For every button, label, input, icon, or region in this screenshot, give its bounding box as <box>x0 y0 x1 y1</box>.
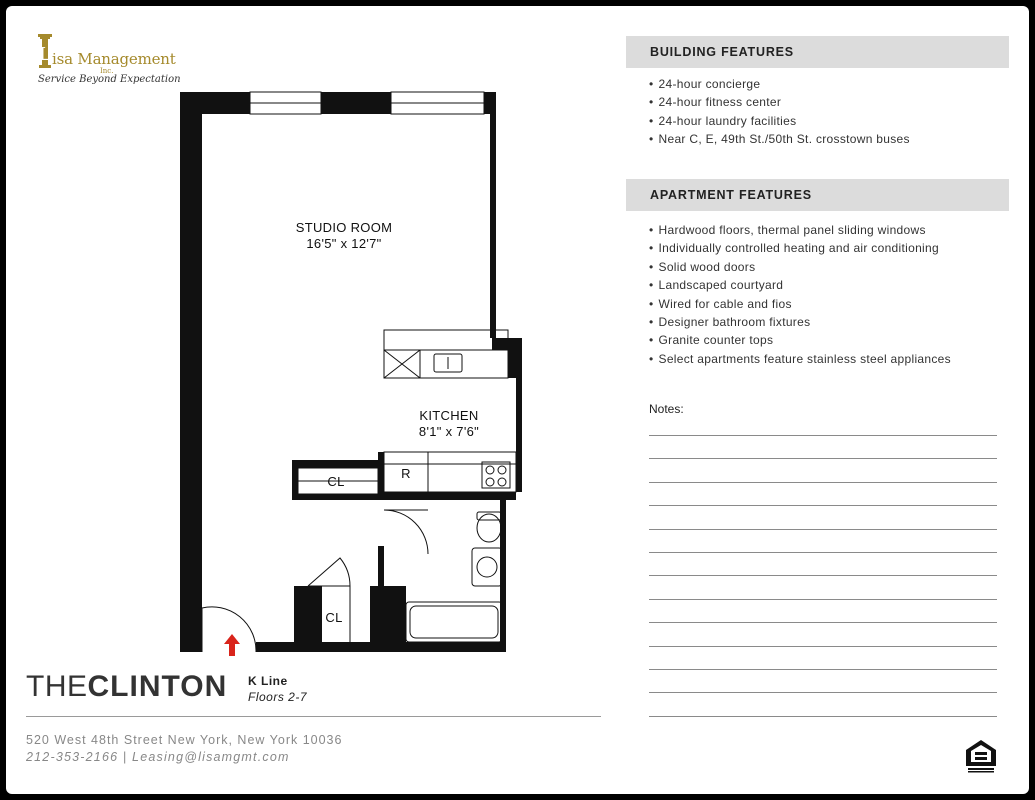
list-item: • Granite counter tops <box>649 331 951 349</box>
exterior-walls <box>180 92 522 652</box>
note-line <box>649 669 997 670</box>
company-tagline: Service Beyond Expectation <box>38 74 181 85</box>
closet-1-label: CL <box>327 474 345 489</box>
company-inc: Inc. <box>100 67 114 75</box>
building-features-list <box>649 75 910 149</box>
kitchen-counter <box>384 330 508 378</box>
list-item: • 24-hour laundry facilities <box>649 112 910 130</box>
note-line <box>649 646 997 647</box>
list-item: • Near C, E, 49th St./50th St. crosstown buses <box>649 130 910 148</box>
closet-2-label: CL <box>325 610 343 625</box>
list-item: • Individually controlled heating and air conditioning <box>649 239 951 257</box>
building-features-header: BUILDING FEATURES <box>626 36 1009 68</box>
floor-plan-drawing <box>166 86 546 676</box>
note-line <box>649 529 997 530</box>
company-name: isa Management <box>52 50 176 68</box>
entry-arrow-icon <box>224 634 240 656</box>
note-line <box>649 716 997 717</box>
list-item: • Designer bathroom fixtures <box>649 313 951 331</box>
list-item: • 24-hour fitness center <box>649 93 910 111</box>
note-line <box>649 599 997 600</box>
footer-divider <box>26 716 601 717</box>
kitchen-size: 8'1" x 7'6" <box>418 424 480 439</box>
studio-room-label: STUDIO ROOM <box>295 220 393 235</box>
unit-floors: Floors 2-7 <box>248 690 308 704</box>
list-item: • Wired for cable and fios <box>649 295 951 313</box>
list-item: • Select apartments feature stainless steel appliances <box>649 350 951 368</box>
building-name: CLINTON <box>87 670 228 703</box>
apartment-features-list <box>649 221 951 368</box>
leasing-contact: 212-353-2166 | Leasing@lisamgmt.com <box>26 750 290 764</box>
note-line <box>649 435 997 436</box>
note-line <box>649 458 997 459</box>
note-line <box>649 552 997 553</box>
refrigerator-label: R <box>401 466 411 481</box>
floor-plan-sheet <box>6 6 1029 794</box>
equal-housing-opportunity-icon <box>964 738 998 774</box>
kitchen-label: KITCHEN <box>419 408 479 423</box>
building-name-prefix: THE <box>26 670 88 703</box>
note-line <box>649 622 997 623</box>
list-item: • 24-hour concierge <box>649 75 910 93</box>
unit-line: K Line <box>248 674 288 688</box>
apartment-features-header: APARTMENT FEATURES <box>626 179 1009 211</box>
note-line <box>649 482 997 483</box>
company-logo <box>34 32 184 90</box>
notes-label: Notes: <box>649 402 684 416</box>
studio-room-size: 16'5" x 12'7" <box>306 236 382 251</box>
note-line <box>649 505 997 506</box>
note-line <box>649 575 997 576</box>
logo-initial: L <box>39 44 51 65</box>
bathroom-fixtures <box>406 512 502 642</box>
building-address: 520 West 48th Street New York, New York 10036 <box>26 733 343 747</box>
list-item: • Landscaped courtyard <box>649 276 951 294</box>
note-line <box>649 692 997 693</box>
list-item: • Solid wood doors <box>649 258 951 276</box>
list-item: • Hardwood floors, thermal panel sliding windows <box>649 221 951 239</box>
building-title <box>26 670 227 704</box>
